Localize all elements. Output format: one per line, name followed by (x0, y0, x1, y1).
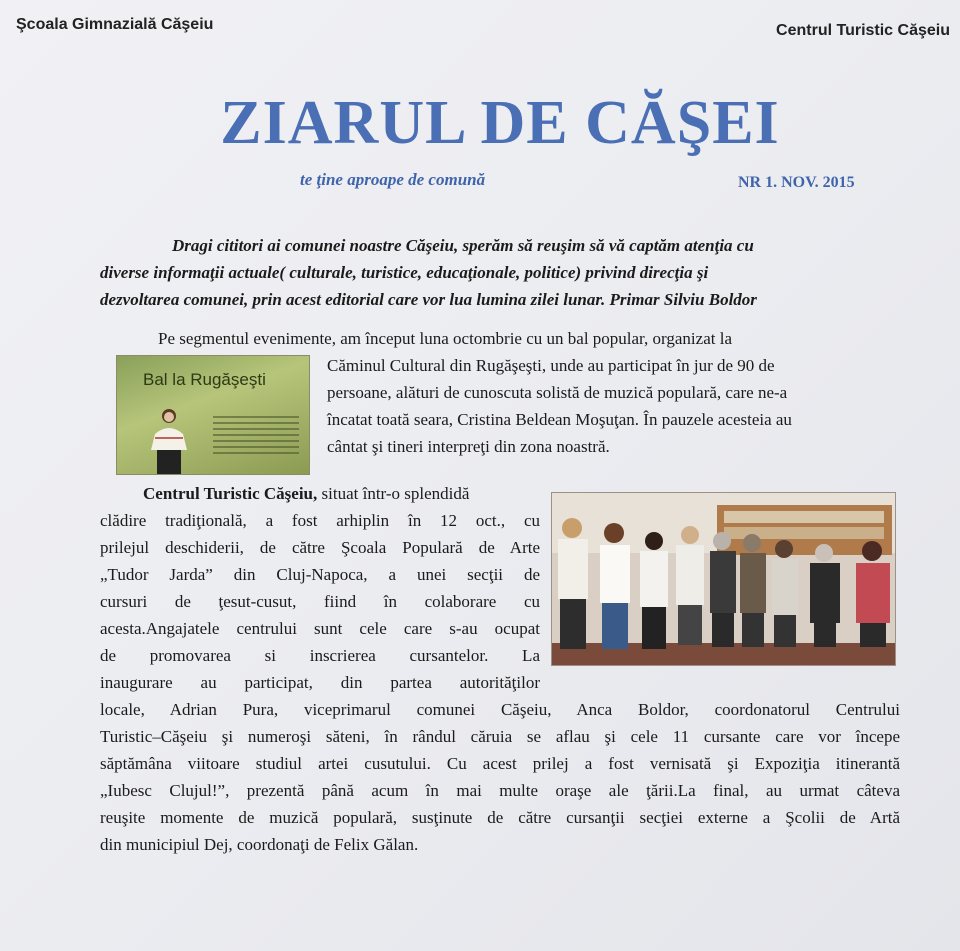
tourist-center-bold: Centrul Turistic Căşeiu, (143, 484, 318, 503)
article-center-col-line: inaugurare au participat, din partea autorităţilor (100, 673, 540, 692)
article-events-line-4: încatat toată seara, Cristina Beldean Moşuţan. În pauzele acesteia au (327, 410, 792, 429)
poster-title: Bal la Rugăşeşti (143, 370, 266, 389)
article-center-full-line: din municipiul Dej, coordonaţi de Felix Gălan. (100, 835, 419, 854)
article-center-col-line: prilejul deschiderii, de către Şcoala Populară de Arte (100, 538, 540, 557)
article-center-full-line: săptămâna viitoare studiul artei cusutului. Cu acest prilej a fost vernisată şi Expoziţia itinerantă (100, 754, 900, 773)
article-center-col-line: clădire tradiţională, a fost arhiplin în 12 oct., cu (100, 511, 540, 530)
ball-poster-image (117, 356, 309, 474)
article-center-col-line: „Tudor Jarda” din Cluj-Napoca, a unei secţii de (100, 565, 540, 584)
article-center-full-line: „Iubesc Clujul!”, prezentă până acum în mai multe oraşe ale ţării.La final, au urmat câteva (100, 781, 900, 800)
editorial-text (100, 232, 880, 313)
article-events-body (327, 352, 887, 460)
newspaper-tagline: te ţine aproape de comună (300, 170, 486, 189)
article-center-col-line: cursuri de ţesut-cusut, fiind în colaborare cu (100, 592, 540, 611)
article-center-lead: Centrul Turistic Căşeiu, situat într-o splendidă (143, 484, 470, 503)
poster-text-lines (213, 412, 299, 458)
school-name: Şcoala Gimnazială Căşeiu (16, 16, 214, 33)
article-events-line-2: Căminul Cultural din Rugăşeşti, unde au participat în jur de 90 de (327, 356, 775, 375)
group-photo-illustration (552, 493, 895, 665)
article-center-column (100, 507, 540, 696)
article-center-col-line: acesta.Angajatele centrului sunt cele care s-au ocupat (100, 619, 540, 638)
editorial-line-2: diverse informaţii actuale( culturale, turistice, educaţionale, politice) privind direcţia şi (100, 263, 709, 282)
poster-header-decoration (123, 360, 303, 368)
tourist-center-name: Centrul Turistic Căşeiu (776, 22, 950, 39)
article-events-line-1: Pe segmentul evenimente, am început luna octombrie cu un bal popular, organizat la (158, 329, 732, 348)
editorial-line-1: Dragi cititori ai comunei noastre Căşeiu, sperăm să reuşim să vă captăm atenţia cu (172, 236, 754, 255)
article-events-line-3: persoane, alături de cunoscuta solistă de muzică populară, care ne-a (327, 383, 788, 402)
issue-number: NR 1. NOV. 2015 (738, 174, 855, 191)
group-photo-image (552, 493, 895, 665)
article-center-col-line: de promovarea si inscrierea cursantelor. La (100, 646, 540, 665)
editorial-line-3: dezvoltarea comunei, prin acest editorial care vor lua lumina zilei lunar. Primar Silviu Boldor (100, 290, 757, 309)
article-events-line-5: cântat şi tineri interpreţi din zona noastră. (327, 437, 610, 456)
article-center-full-line: Turistic–Căşeiu şi numeroşi săteni, în rândul căruia se aflau şi cele 11 cursante care vor începe (100, 727, 900, 746)
article-center-full-line: locale, Adrian Pura, viceprimarul comunei Căşeiu, Anca Boldor, coordonatorul Centrului (100, 700, 900, 719)
article-center-continuation (100, 696, 900, 858)
newspaper-title: ZIARUL DE CĂŞEI (220, 89, 780, 157)
article-center-full-line: reuşite momente de muzică populară, susţinute de către cursanţii secţiei externe a Şcolii de Artă (100, 808, 900, 827)
singer-figure-icon (147, 404, 191, 474)
